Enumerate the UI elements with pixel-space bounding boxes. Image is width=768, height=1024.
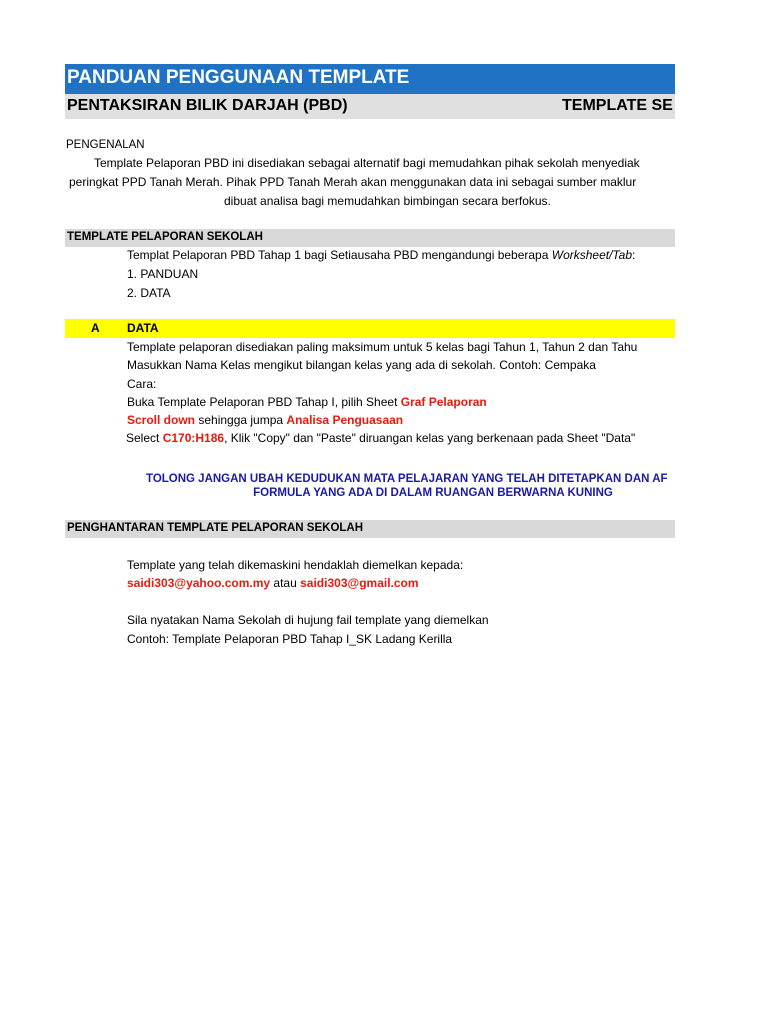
page-title: PANDUAN PENGGUNAAN TEMPLATE (67, 67, 410, 88)
template-item-panduan: 1. PANDUAN (127, 267, 199, 281)
submission-line-3: Sila nyatakan Nama Sekolah di hujung fail template yang diemelkan (127, 613, 489, 627)
intro-line-2: peringkat PPD Tanah Merah. Pihak PPD Tanah Merah akan menggunakan data ini sebagai sumber maklur (69, 175, 637, 189)
submission-emails: saidi303@yahoo.com.my atau saidi303@gmail.com (127, 576, 419, 590)
data-line-5: Scroll down sehingga jumpa Analisa Penguasaan (127, 413, 404, 427)
template-section-bar (65, 229, 675, 247)
data-line-3: Cara: (127, 377, 157, 391)
submission-line-4: Contoh: Template Pelaporan PBD Tahap I_SK Ladang Kerilla (127, 632, 453, 646)
template-line-1: Templat Pelaporan PBD Tahap 1 bagi Setiausaha PBD mengandungi beberapa Worksheet/Tab: (127, 248, 636, 262)
warning-line-2: FORMULA YANG ADA DI DALAM RUANGAN BERWARNA KUNING (253, 487, 613, 499)
subtitle-right: TEMPLATE SE (562, 97, 673, 114)
data-section-bar (65, 319, 675, 338)
submission-section-heading: PENGHANTARAN TEMPLATE PELAPORAN SEKOLAH (67, 522, 364, 534)
intro-line-3: dibuat analisa bagi memudahkan bimbingan secara berfokus. (224, 194, 551, 208)
subtitle-left: PENTAKSIRAN BILIK DARJAH (PBD) (67, 97, 348, 114)
intro-line-1: Template Pelaporan PBD ini disediakan sebagai alternatif bagi memudahkan pihak sekolah menyediak (94, 156, 640, 170)
warning-line-1: TOLONG JANGAN UBAH KEDUDUKAN MATA PELAJARAN YANG TELAH DITETAPKAN DAN AF (146, 473, 668, 485)
email-link-gmail[interactable]: saidi303@gmail.com (300, 576, 419, 590)
submission-section-bar (65, 520, 675, 538)
data-line-2: Masukkan Nama Kelas mengikut bilangan kelas yang ada di sekolah. Contoh: Cempaka (127, 358, 596, 372)
title-banner (65, 64, 675, 94)
template-item-data: 2. DATA (127, 286, 171, 300)
data-line-1: Template pelaporan disediakan paling maksimum untuk 5 kelas bagi Tahun 1, Tahun 2 dan Tahu (127, 340, 638, 354)
template-section-heading: TEMPLATE PELAPORAN SEKOLAH (67, 231, 263, 243)
submission-line-1: Template yang telah dikemaskini hendaklah diemelkan kepada: (127, 558, 464, 572)
data-line-4: Buka Template Pelaporan PBD Tahap I, pilih Sheet Graf Pelaporan (127, 395, 487, 409)
data-section-letter: A (91, 321, 100, 335)
intro-heading: PENGENALAN (66, 139, 145, 151)
email-link-yahoo[interactable]: saidi303@yahoo.com.my (127, 576, 271, 590)
data-line-6: Select C170:H186, Klik "Copy" dan "Paste" diruangan kelas yang berkenaan pada Sheet "Data" (126, 431, 636, 445)
data-section-label: DATA (127, 321, 159, 335)
subtitle-banner (65, 94, 675, 119)
